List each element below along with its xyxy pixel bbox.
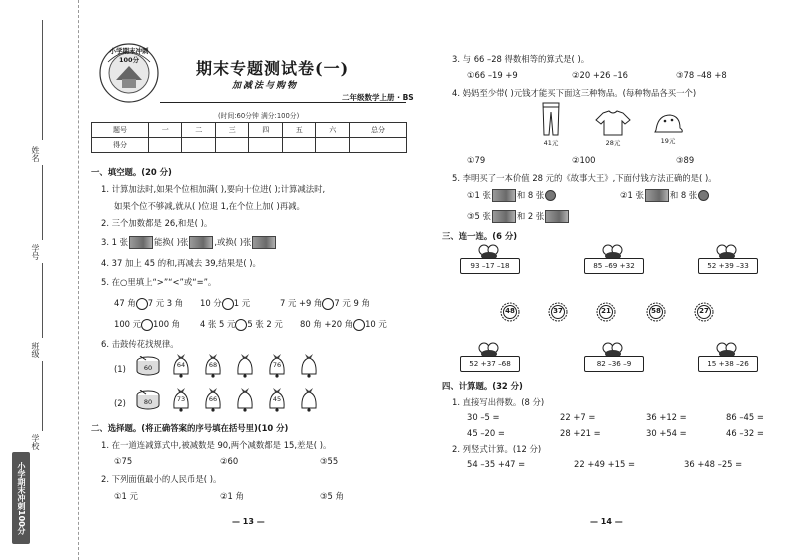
compare-row-2 [300,318,387,331]
choice-2-option: ②1 角 [220,491,244,501]
score-cell[interactable] [249,138,283,153]
binding-line [42,361,43,431]
vertical-calc-item: 22 +49 +15 = [574,459,636,469]
choice-3: 3. 与 66 –28 得数相等的算式是( )。 [452,54,590,64]
binding-line [42,20,43,140]
price-label: 28元 [605,139,621,147]
score-header-cell: 题号 [92,123,149,138]
compare-circle[interactable] [235,319,247,331]
bell-value: 76 [272,361,282,369]
question-4: 4. 37 加上 45 的和,再减去 39,结果是( )。 [101,258,261,268]
bee-expression: 15 +38 –26 [698,356,758,372]
page-number-right: — 14 — [590,517,623,526]
banknote-icon [492,189,516,202]
vertical-calc-item: 36 +48 –25 = [684,459,743,469]
coin-icon [545,190,556,201]
drum-icon [136,390,160,410]
shirt-item [592,110,634,147]
calc-item: 22 +7 = [560,412,596,422]
choice-4: 4. 妈妈至少带( )元钱才能买下面这三种物品。(每种物品各买一个) [452,88,697,98]
compare-row-1 [200,297,250,310]
option-text: ②1 张 [620,190,644,200]
flower-value: 48 [505,307,515,315]
bee-card[interactable] [460,244,518,274]
compare-circle[interactable] [353,319,365,331]
trousers-item [536,102,566,147]
compare-row-1 [280,297,370,310]
calc-item: 28 +21 = [560,428,601,438]
compare-right: 7 元 3 角 [147,298,184,308]
choice-1-option: ②60 [220,456,239,466]
score-header-cell: 三 [215,123,249,138]
choice-5-option-3 [467,210,570,223]
score-header-cell: 二 [182,123,216,138]
logo-text: 小学期末冲刺100分 [109,47,149,64]
flower-card[interactable] [548,302,568,322]
binding-strip [0,0,79,560]
bee-expression: 82 –36 –9 [584,356,644,372]
bee-expression: 85 –69 +32 [584,258,644,274]
bee-expression: 52 +37 –68 [460,356,520,372]
flower-value: 37 [553,307,563,315]
choice-4-option: ③89 [676,155,695,165]
calc-item: 30 +54 = [646,428,687,438]
calc-1-title: 1. 直接写出得数。(8 分) [452,397,545,407]
compare-circle[interactable] [322,298,334,310]
banknote-icon [252,236,276,249]
score-cell[interactable] [282,138,316,153]
page-subtitle: 加减法与购物 [232,81,299,91]
bee-card[interactable] [698,244,756,274]
drum-icon [136,356,160,376]
score-cell[interactable] [182,138,216,153]
choice-5-option-2 [620,189,710,202]
score-header-row [92,123,407,138]
choice-3-option: ①66 –19 +9 [467,70,518,80]
compare-circle[interactable] [222,298,234,310]
bee-card[interactable] [698,342,756,372]
bee-card[interactable] [584,342,642,372]
pattern-row-1-label: (1) [114,364,126,374]
seal-badge: 小学期末冲刺100分 [12,452,30,544]
score-header-cell: 总分 [349,123,406,138]
section-2-title: 二、选择题。(将正确答案的序号填在括号里)(10 分) [91,423,289,433]
choice-2-option: ③5 角 [320,491,344,501]
choice-2-option: ①1 元 [114,491,138,501]
class-label: 班级 [31,342,40,358]
bell-value: 73 [176,395,186,403]
flower-value: 27 [699,307,709,315]
price-label: 41元 [543,139,559,147]
bell-value: 45 [272,395,282,403]
choice-3-option: ③78 –48 +8 [676,70,727,80]
question-1b: 如果个位不够减,就从( )位退 1,在个位上加( )再减。 [114,201,305,211]
price-label: 19元 [660,137,676,145]
bee-card[interactable] [460,342,518,372]
compare-left: 10 分 [200,298,222,308]
choice-3-option: ②20 +26 –16 [572,70,629,80]
compare-right: 1 元 [233,298,251,308]
flower-card[interactable] [694,302,714,322]
coin-icon [698,190,709,201]
binding-line [42,263,43,338]
banknote-icon [492,210,516,223]
section-1-title: 一、填空题。(20 分) [91,167,172,177]
drum-value: 80 [143,398,153,406]
choice-1: 1. 在一道连减算式中,被减数是 90,两个减数都是 15,差是( )。 [101,440,332,450]
compare-right: 10 元 [365,319,387,329]
option-text: ①1 张 [467,190,491,200]
compare-left: 4 张 5 元 [200,319,236,329]
page-title: 期末专题测试卷(一) [196,59,350,78]
bell-icon[interactable] [298,386,320,412]
choice-4-option: ②100 [572,155,596,165]
banknote-icon [645,189,669,202]
bell-value: 66 [208,395,218,403]
score-header-cell: 五 [282,123,316,138]
score-cell[interactable] [215,138,249,153]
choice-4-option: ①79 [467,155,486,165]
option-text: 和 8 张 [669,190,698,200]
bell-icon[interactable] [234,386,256,412]
score-header-cell: 一 [148,123,182,138]
banknote-icon [129,236,153,249]
bell-icon [202,352,224,378]
compare-right: 7 元 9 角 [334,298,370,308]
bell-icon [202,386,224,412]
compare-right: 5 张 2 元 [247,319,283,329]
compare-left: 7 元 +9 角 [280,298,323,308]
compare-circle[interactable] [141,319,153,331]
score-cell[interactable] [349,138,406,153]
series-logo [98,42,160,104]
option-text: 和 8 张 [516,190,545,200]
question-2: 2. 三个加数都是 26,和是( )。 [101,218,213,228]
section-4-title: 四、计算题。(32 分) [442,381,523,391]
flower-value: 21 [601,307,611,315]
option-text: ③5 张 [467,211,491,221]
choice-1-option: ①75 [114,456,133,466]
compare-circle[interactable] [136,298,148,310]
bell-icon [266,352,288,378]
calc-item: 36 +12 = [646,412,687,422]
flower-card[interactable] [596,302,616,322]
flower-card[interactable] [500,302,520,322]
question-3-part-c: ,或换( )张 [214,237,252,247]
choice-5-option-1 [467,189,557,202]
bell-icon[interactable] [234,352,256,378]
question-5: 5. 在○里填上“>”“<”或“=”。 [101,277,217,287]
compare-row-2 [200,318,283,331]
compare-right: 100 角 [153,319,181,329]
bee-card[interactable] [584,244,642,274]
flower-value: 58 [651,307,661,315]
id-label: 学号 [31,244,40,260]
bee-expression: 93 –17 –18 [460,258,520,274]
score-header-cell: 四 [249,123,283,138]
time-info: (时间:60分钟 满分:100分) [218,112,300,120]
vertical-calc-item: 54 –35 +47 = [467,459,526,469]
question-6: 6. 击鼓传花找规律。 [101,339,179,349]
calc-2-title: 2. 列竖式计算。(12 分) [452,444,542,454]
name-label: 姓名 [31,146,40,162]
question-1a: 1. 计算加法时,如果个位相加满( ),要向十位进( );计算减法时, [101,184,326,194]
binding-line [42,165,43,240]
bell-icon [266,386,288,412]
pattern-row-2-label: (2) [114,398,126,408]
hat-item [650,112,686,145]
score-table [91,122,407,153]
question-3-part-b: 能换( )张 [154,237,189,247]
compare-left: 80 角 +20 角 [300,319,354,329]
bell-value: 64 [176,361,186,369]
score-row-label: 得分 [92,138,149,153]
bell-icon [170,386,192,412]
question-3 [101,236,277,249]
bee-expression: 52 +39 –33 [698,258,758,274]
compare-left: 47 角 [114,298,136,308]
bell-icon[interactable] [298,352,320,378]
score-header-cell: 六 [316,123,350,138]
option-text: 和 2 张 [516,211,545,221]
compare-row-2 [114,318,180,331]
score-row [92,138,407,153]
choice-2: 2. 下列面值最小的人民币是( )。 [101,474,222,484]
score-cell[interactable] [148,138,182,153]
compare-row-1 [114,297,183,310]
page-number-left: — 13 — [232,517,265,526]
banknote-icon [189,236,213,249]
compare-left: 100 元 [114,319,142,329]
banknote-icon [545,210,569,223]
calc-item: 86 –45 = [726,412,764,422]
header-rule [160,102,406,103]
calc-item: 46 –32 = [726,428,764,438]
bell-value: 68 [208,361,218,369]
school-label: 学校 [31,434,40,450]
calc-item: 45 –20 = [467,428,505,438]
drum-value: 60 [143,364,153,372]
grade-label: 二年级数学上册 · BS [342,93,414,102]
flower-card[interactable] [646,302,666,322]
question-3-part-a: 3. 1 张 [101,237,129,247]
bell-icon [170,352,192,378]
choice-5: 5. 李明买了一本价值 28 元的《故事大王》,下面付钱方法正确的是( )。 [452,173,717,183]
section-3-title: 三、连一连。(6 分) [442,231,518,241]
score-cell[interactable] [316,138,350,153]
calc-item: 30 –5 = [467,412,500,422]
choice-1-option: ③55 [320,456,339,466]
